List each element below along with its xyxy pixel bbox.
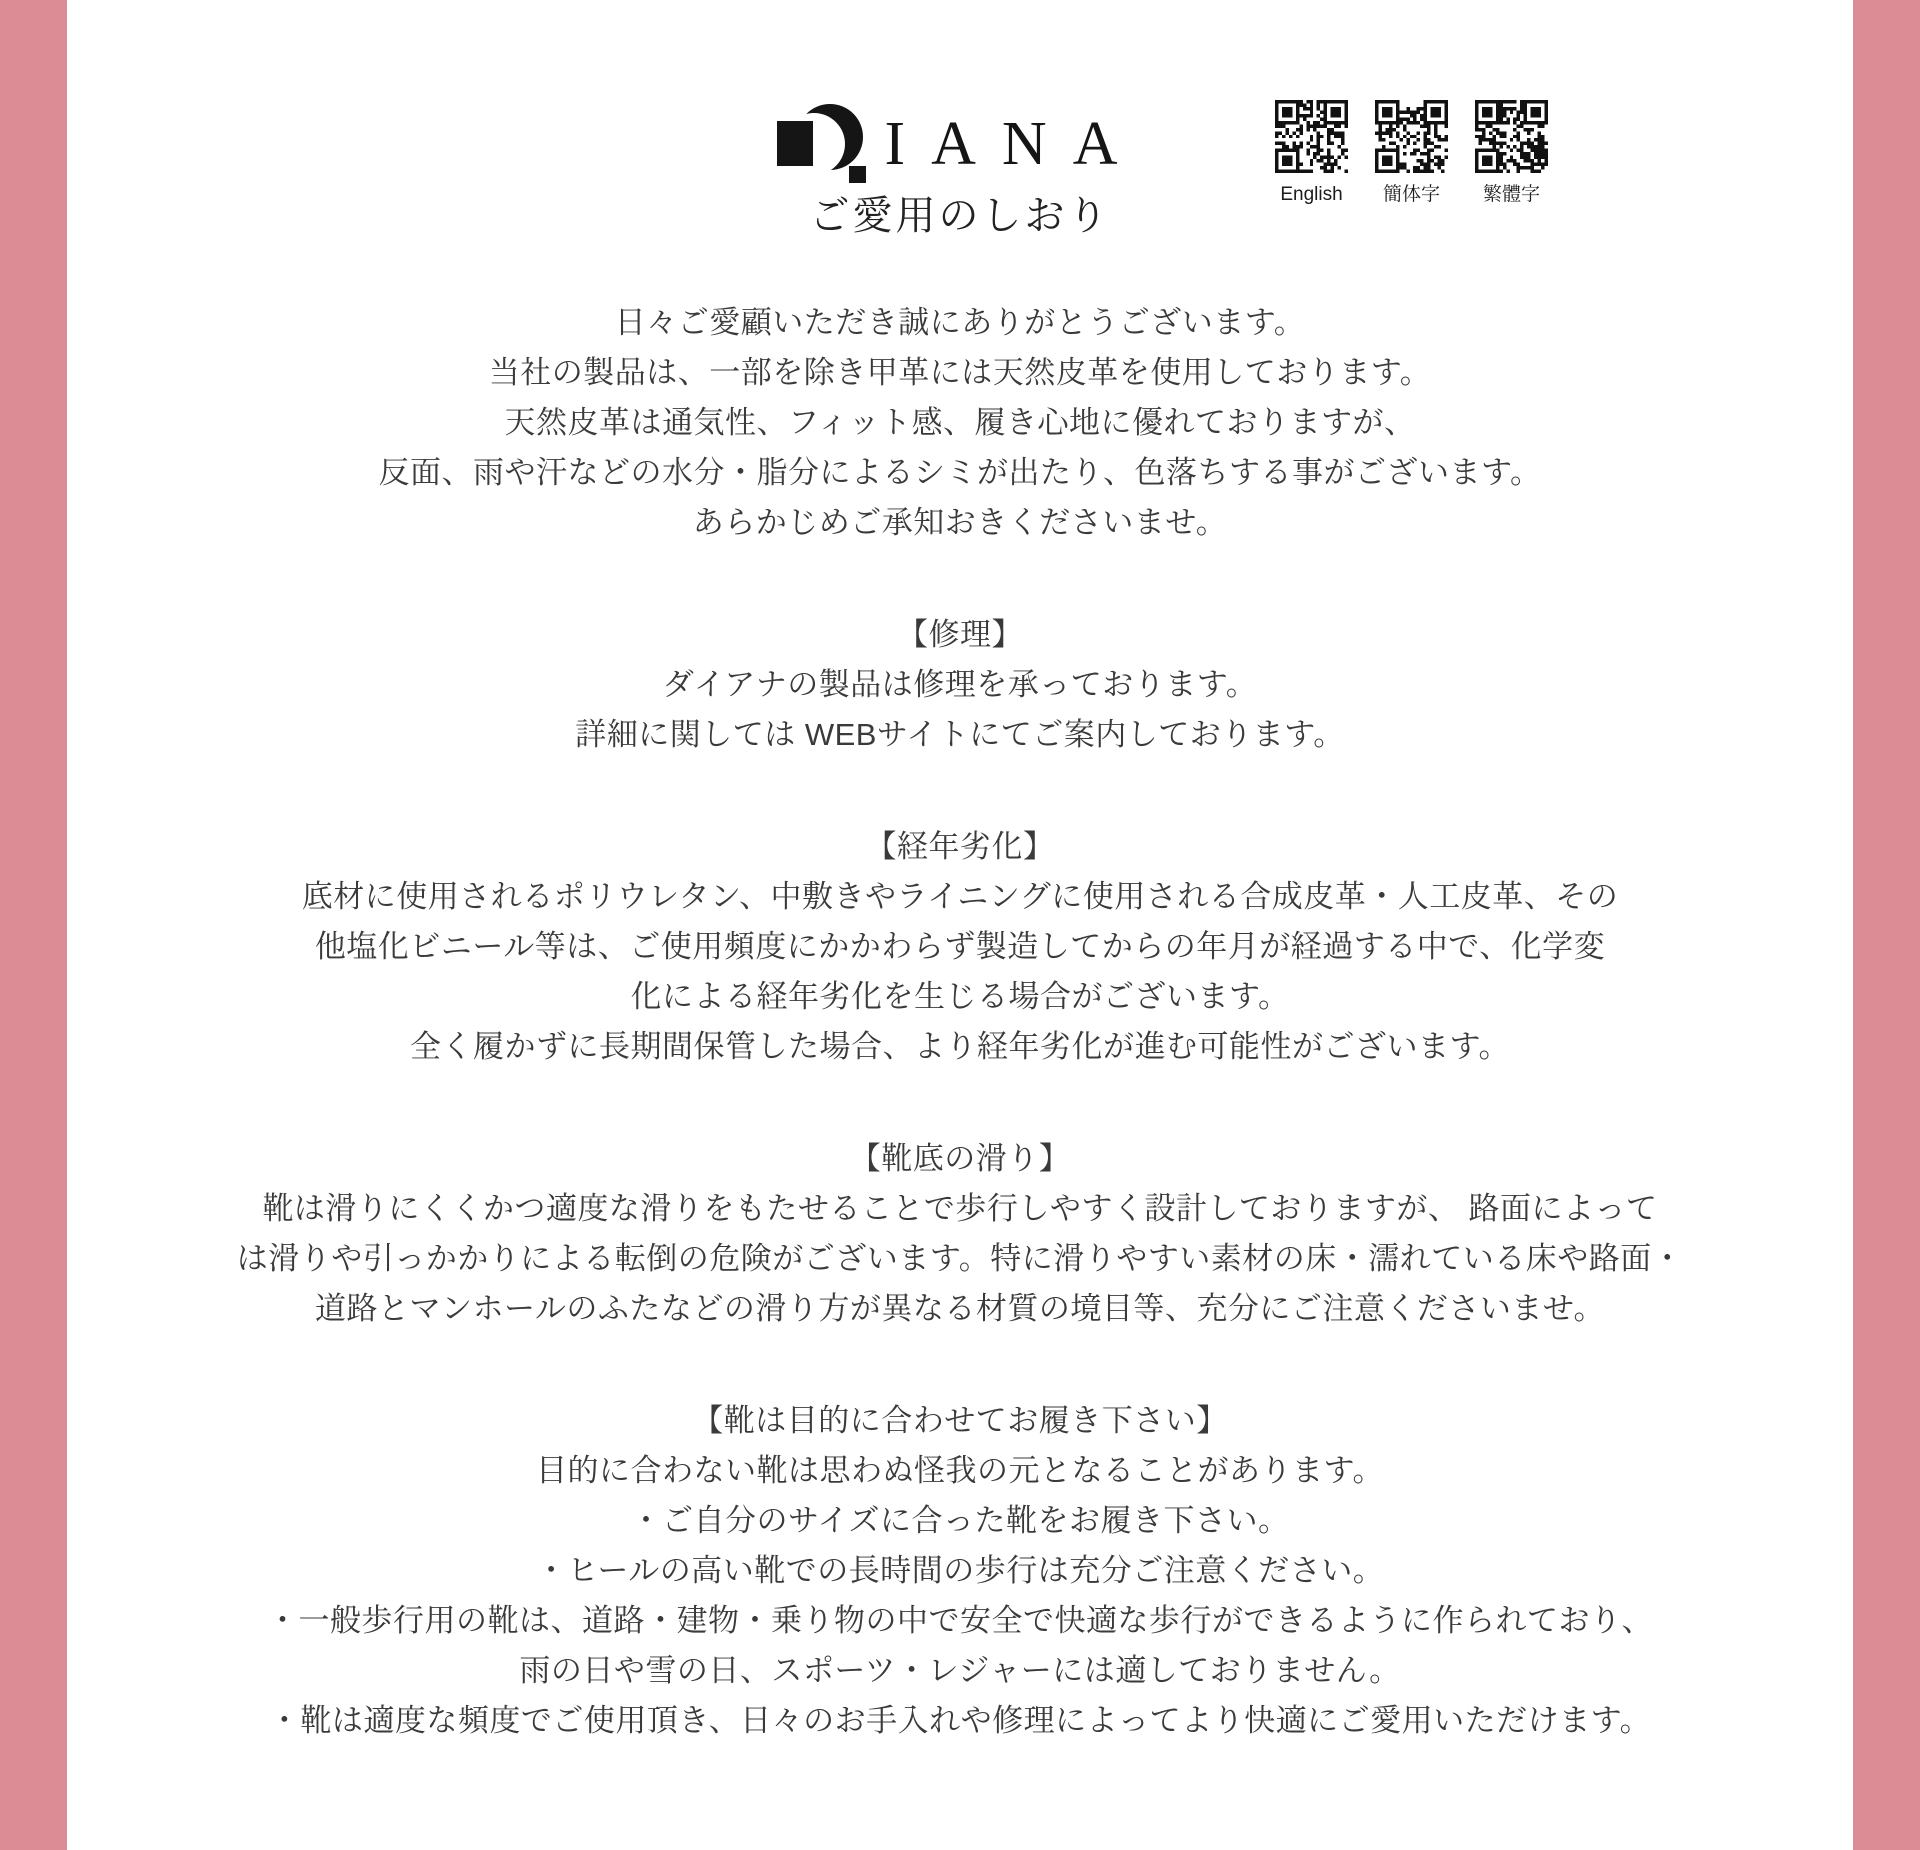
body-line: 詳細に関しては WEBサイトにてご案内しております。 [575, 717, 1345, 752]
qr-label: 簡体字 [1382, 184, 1440, 205]
leaflet-body [120, 298, 1800, 1746]
body-line: あらかじめご承知おきくださいませ。 [692, 505, 1228, 540]
body-line: 底材に使用されるポリウレタン、中敷きやライニングに使用される合成皮革・人工皮革、その [301, 879, 1619, 914]
qr-item-traditional-chinese [1475, 100, 1548, 206]
qr-code-icon [1375, 100, 1448, 173]
body-line: ダイアナの製品は修理を承っております。 [662, 667, 1258, 702]
qr-item-simplified-chinese [1375, 100, 1448, 206]
body-line: 目的に合わない靴は思わぬ怪我の元となることがあります。 [535, 1453, 1385, 1488]
qr-label: 繁體字 [1482, 184, 1540, 205]
body-line: ・靴は適度な頻度でご使用頂き、日々のお手入れや修理によってより快適にご愛用いただけます。 [268, 1703, 1652, 1738]
section-sole-slip [120, 1134, 1800, 1334]
body-line: 全く履かずに長期間保管した場合、より経年劣化が進む可能性がございます。 [409, 1029, 1511, 1064]
section-heading-sole-slip: 【靴底の滑り】 [849, 1141, 1071, 1176]
brand-logo [0, 104, 1920, 184]
body-line: 化による経年劣化を生じる場合がございます。 [630, 979, 1290, 1014]
qr-code-icon [1275, 100, 1348, 173]
section-aging [120, 822, 1800, 1072]
section-intro [120, 298, 1800, 548]
body-line: は滑りや引っかかりによる転倒の危険がございます。特に滑りやすい素材の床・濡れている床や路面・ [236, 1241, 1684, 1276]
body-line: ・一般歩行用の靴は、道路・建物・乗り物の中で安全で快適な歩行ができるように作られており、 [267, 1603, 1653, 1638]
qr-item-english [1275, 100, 1348, 206]
section-repair [120, 610, 1800, 760]
diana-crescent-d-icon [777, 104, 869, 184]
left-accent-band [0, 0, 67, 1850]
qr-code-group [1275, 100, 1548, 206]
section-purpose [120, 1396, 1800, 1746]
body-line: 反面、雨や汗などの水分・脂分によるシミが出たり、色落ちする事がございます。 [378, 455, 1542, 490]
body-line: 当社の製品は、一部を除き甲革には天然皮革を使用しております。 [488, 355, 1432, 390]
leaflet-title: ご愛用のしおり [809, 194, 1111, 238]
body-line: 道路とマンホールのふたなどの滑り方が異なる材質の境目等、充分にご注意くださいませ。 [315, 1291, 1605, 1326]
body-line: 他塩化ビニール等は、ご使用頻度にかかわらず製造してからの年月が経過する中で、化学変 [314, 929, 1606, 964]
body-line: ・ご自分のサイズに合った靴をお履き下さい。 [630, 1503, 1290, 1538]
body-line: 靴は滑りにくくかつ適度な滑りをもたせることで歩行しやすく設計しておりますが、 路面によって [262, 1191, 1658, 1226]
body-line: 天然皮革は通気性、フィット感、履き心地に優れておりますが、 [504, 405, 1416, 440]
qr-label: English [1280, 184, 1343, 205]
section-heading-aging: 【経年劣化】 [865, 829, 1055, 864]
section-heading-repair: 【修理】 [897, 617, 1023, 652]
brand-logo-text: IANA [884, 110, 1144, 178]
body-line: 日々ご愛顧いただき誠にありがとうございます。 [614, 305, 1306, 340]
section-heading-purpose: 【靴は目的に合わせてお履き下さい】 [692, 1403, 1228, 1438]
body-line: ・ヒールの高い靴での長時間の歩行は充分ご注意ください。 [535, 1553, 1385, 1588]
qr-code-icon [1475, 100, 1548, 173]
body-line: 雨の日や雪の日、スポーツ・レジャーには適しておりません。 [519, 1653, 1401, 1688]
right-accent-band [1853, 0, 1920, 1850]
